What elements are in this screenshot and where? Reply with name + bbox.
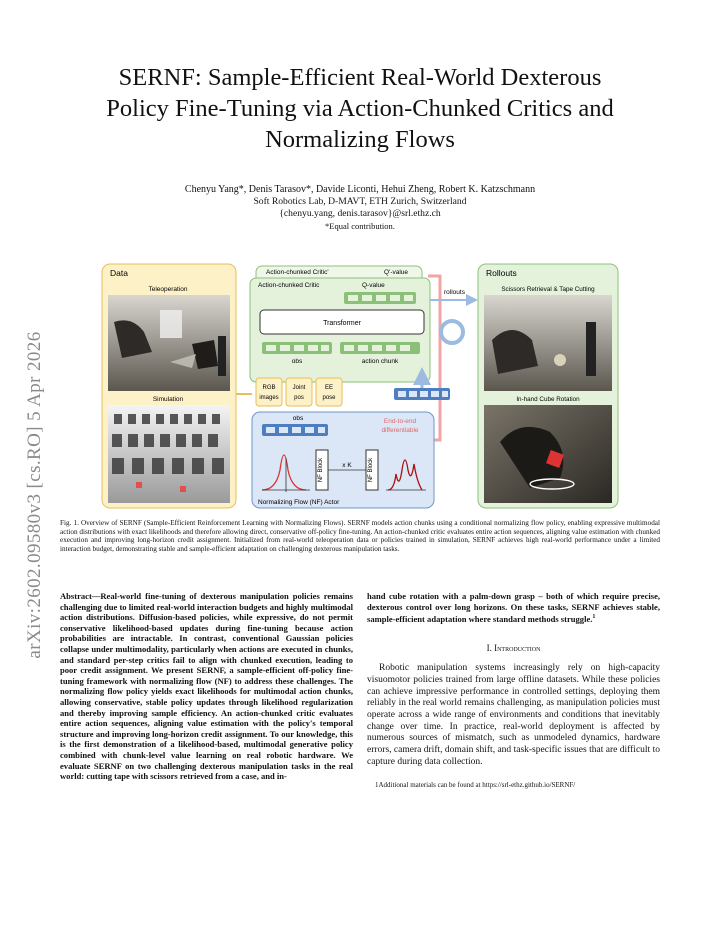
scissors-label: Scissors Retrieval & Tape Cutting: [501, 286, 595, 293]
nf-block-label-2: NF Block: [368, 457, 374, 483]
end-to-end-label: End-to-end: [383, 418, 417, 425]
pose-label: pose: [322, 395, 336, 401]
footnote: 1Additional materials can be found at https://srl-ethz.github.io/SERNF/: [375, 780, 576, 789]
obs-label: obs: [291, 358, 303, 365]
title-line: Policy Fine-Tuning via Action-Chunked Critics and: [106, 95, 614, 122]
rollouts-title: Rollouts: [486, 268, 517, 278]
joint-label: Joint: [292, 385, 306, 391]
qvalue-chips: [344, 292, 416, 304]
ee-label: EE: [324, 385, 334, 391]
abstract-text: Abstract—Real-world fine-tuning of dexterous manipulation policies remains challenging due to limited real-world interaction budgets and highly multimodal action distributions. Diffusion-based policies, while expressive, do not permit conservative likelihood-based updates during fine-tuning because action probabilities are intractable. In contrast, conventional Gaussian policies collapse under multimodality, particularly when actions are executed in chunks, and standard per-step critics fail to align with chunked execution, leading to poor credit assignment. We present SERNF, a sample-efficient off-policy fine-tuning framework with normalizing flow (NF) to address these challenges. The normalizing flow policy yields exact likelihoods for multimodal action chunks, allowing conservative, stable policy updates through likelihood regularization and thereby improving sample efficiency. An action-chunked critic evaluates entire action sequences, aligning value estimation with the policy's temporal structure and improving long-horizon credit assignment. To our knowledge, this is the first demonstration of a likelihood-based, multimodal generative policy combined with chunk-level value learning on real robotic hardware. We evaluate SERNF on two challenging dexterous manipulation tasks in the real world: cutting tape with scissors retrieved from a case, and in-: [60, 591, 353, 782]
qprime-label: Q'-value: [384, 269, 409, 276]
nf-actor-label: Normalizing Flow (NF) Actor: [258, 499, 340, 506]
obs2-label: obs: [292, 415, 304, 422]
images-label: images: [259, 395, 279, 401]
authors: Chenyu Yang*, Denis Tarasov*, Davide Liconti, Hehui Zheng, Robert K. Katzschmann: [184, 184, 536, 195]
affiliation: Soft Robotics Lab, D-MAVT, ETH Zurich, Switzerland: [253, 196, 467, 207]
intro-paragraph: Robotic manipulation systems increasingly rely on high-capacity visuomotor policies trained from large offline datasets. While these policies can achieve impressive performance in controlled settings, deploying them reliably in the real world remains challenging, as manipulation policies must operate across a wide range of environments and conditions that inevitably change over time. In practice, real-world deployment is affected by numerous sources of mismatch, such as unmodeled dynamics, hardware errors, camera drift, domain shift, and task-specific issues that are difficult to capture during data collection.: [367, 663, 660, 767]
critic-prime-label: Action-chunked Critic': [266, 269, 329, 276]
differentiable-label: differentiable: [381, 427, 419, 434]
arxiv-stamp: arXiv:2602.09580v3 [cs.RO] 5 Apr 2026: [24, 331, 45, 659]
overview-figure: [100, 262, 620, 512]
text-column-2: [367, 591, 660, 790]
title-line: Normalizing Flows: [265, 126, 455, 153]
data-title: Data: [110, 268, 128, 278]
abstract-continuation: hand cube rotation with a palm-down grasp – both of which require precise, dexterous control over long horizons. On these tasks, SERNF achieves stable, sample-efficient adaptation where standard methods struggle.$^1$: [367, 591, 660, 625]
qvalue-label: Q-value: [362, 282, 385, 289]
figure-caption: Fig. 1. Overview of SERNF (Sample-Efficient Reinforcement Learning with Normalizing Flows). SERNF models action chunks using a conditional normalizing flow policy, enabling expressive multimodal action distributions with exact likelihoods and therefore allowing direct, conservative off-policy fine-tuning. An action-chunked critic evaluates entire action sequences, aligning value estimation with chunked execution and improving long-horizon credit assignment. Initialized from real-world teleoperation data or policies trained in simulation, SERNF achieves high real-world performance under a limited interaction budget, demonstrating stable and sample-efficient adaptation on challenging dexterous manipulation tasks.: [60, 519, 660, 553]
sim-image: [108, 405, 230, 503]
rollouts-arrow-label: rollouts: [444, 289, 465, 296]
sim-label: Simulation: [152, 396, 184, 403]
title-line: SERNF: Sample-Efficient Real-World Dexterous: [118, 64, 602, 91]
paper-title: [40, 62, 680, 155]
equal-contribution: *Equal contribution.: [325, 221, 395, 231]
transformer-label: Transformer: [323, 320, 361, 327]
abstract-column-1: [60, 591, 353, 782]
nf-block-label-1: NF Block: [318, 457, 324, 483]
action-chunk-chips: [340, 342, 420, 354]
loop-connector: [441, 321, 463, 343]
teleop-label: Teleoperation: [148, 286, 188, 293]
input-chips: [256, 378, 342, 406]
cube-label: In-hand Cube Rotation: [516, 396, 580, 403]
obs-chips: [262, 342, 332, 354]
rgb-label: RGB: [262, 385, 276, 391]
nf-obs-chips: [262, 424, 328, 436]
author-block: [60, 184, 660, 232]
section-title: I. Introduction: [486, 642, 541, 653]
critic-label: Action-chunked Critic: [258, 282, 320, 289]
action-chunk-label: action chunk: [361, 358, 399, 365]
times-k-label: x K: [342, 462, 352, 469]
emails: {chenyu.yang, denis.tarasov}@srl.ethz.ch: [279, 208, 441, 219]
pos-label: pos: [294, 395, 304, 401]
output-chips: [394, 388, 450, 400]
